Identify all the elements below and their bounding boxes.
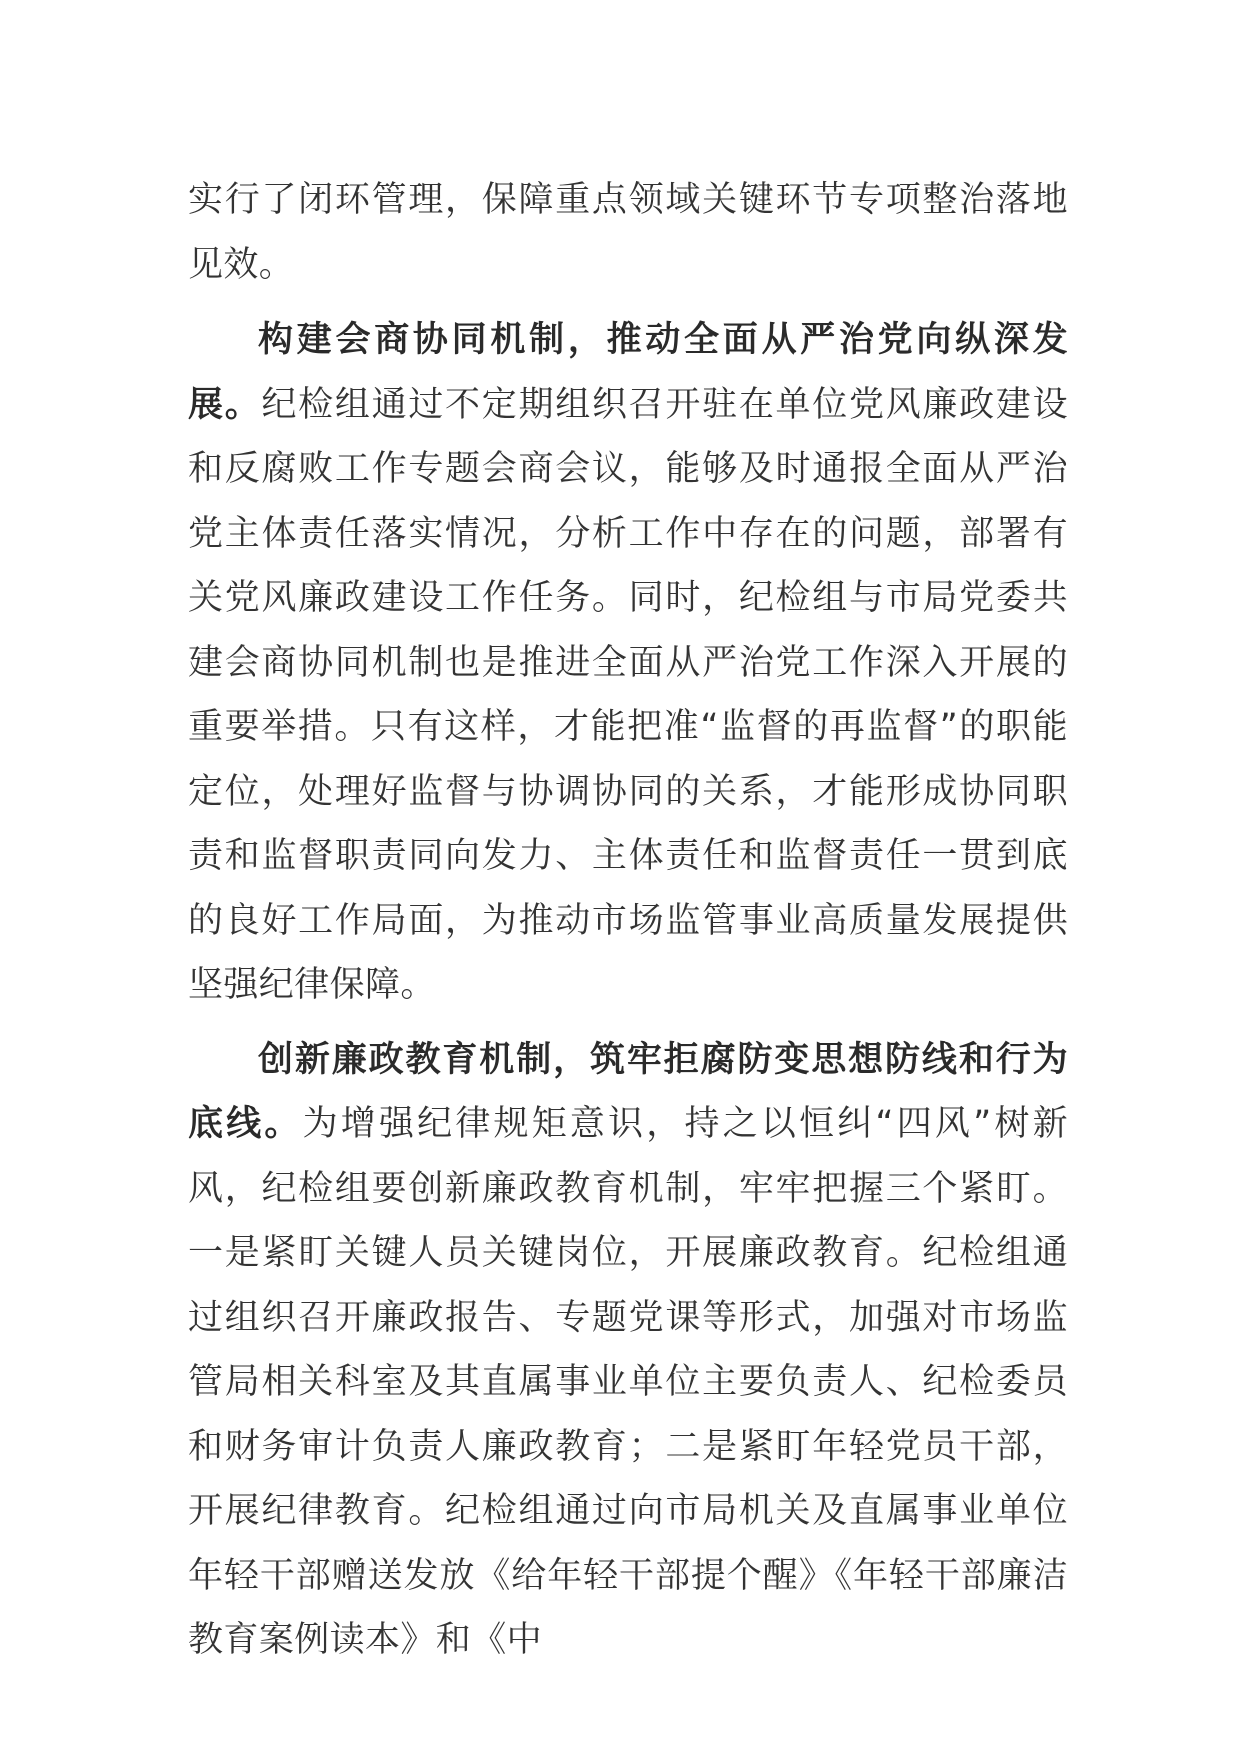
paragraph-text: 纪检组通过不定期组织召开驻在单位党风廉政建设和反腐败工作专题会商会议，能够及时通报全面从严治党主体责任落实情况，分析工作中存在的问题，部署有关党风廉政建设工作任务。同时，纪检组与市局党委共建会商协同机制也是推进全面从严治党工作深入开展的重要举措。只有这样，才能把准“监督的再监督”的职能定位，处理好监督与协调协同的关系，才能形成协同职责和监督职责同向发力、主体责任和监督责任一贯到底的良好工作局面，为推动市场监管事业高质量发展提供坚强纪律保障。	[188, 384, 1068, 1005]
paragraph-continuation	[188, 168, 1068, 297]
paragraph-text: 为增强纪律规矩意识，持之以恒纠“四风”树新风，纪检组要创新廉政教育机制，牢牢把握三个紧盯。一是紧盯关键人员关键岗位，开展廉政教育。纪检组通过组织召开廉政报告、专题党课等形式，加强对市场监管局相关科室及其直属事业单位主要负责人、纪检委员和财务审计负责人廉政教育；二是紧盯年轻党员干部，开展纪律教育。纪检组通过向市局机关及直属事业单位年轻干部赠送发放《给年轻干部提个醒》《年轻干部廉洁教育案例读本》和《中	[188, 1104, 1069, 1660]
paragraph-consultation-mechanism	[188, 308, 1068, 1018]
paragraph-text: 实行了闭环管理，保障重点领域关键环节专项整治落地见效。	[188, 180, 1068, 285]
paragraph-heading: 构建会商协同机制，推动全面从严治党向纵深发展。	[188, 320, 1068, 425]
document-body	[188, 168, 1068, 1673]
paragraph-heading: 创新廉政教育机制，筑牢拒腐防变思想防线和行为底线。	[188, 1039, 1068, 1144]
paragraph-education-mechanism	[188, 1028, 1068, 1673]
